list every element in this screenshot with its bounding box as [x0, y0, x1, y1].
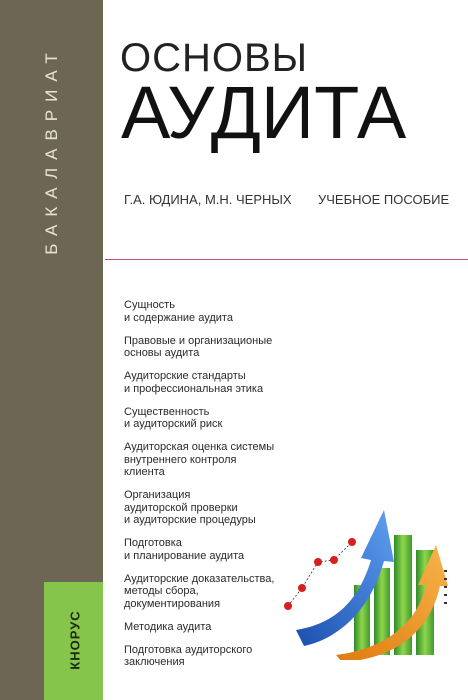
contents-item: Правовые и организационые основы аудита	[124, 334, 273, 359]
divider-rule	[105, 259, 468, 260]
title-line-2: АУДИТА	[121, 71, 407, 154]
dotted-line-chart	[284, 538, 356, 610]
contents-item: Аудиторская оценка системы внутреннего контроля клиента	[124, 441, 275, 478]
publisher-label: КНОРУС	[67, 610, 83, 670]
title-line-1: ОСНОВЫ	[120, 36, 309, 80]
contents-item: Существенность и аудиторский риск	[124, 405, 223, 430]
contents-item: Методика аудита	[124, 620, 212, 633]
subtitle: УЧЕБНОЕ ПОСОБИЕ	[318, 192, 450, 207]
series-label: БАКАЛАВРИАТ	[42, 45, 61, 255]
contents-item: Аудиторские доказательства, методы сбора, документирования	[124, 572, 275, 610]
contents-item: Аудиторские стандарты и профессиональная этика	[124, 370, 264, 395]
contents-item: Подготовка аудиторского заключения	[124, 643, 253, 668]
authors: Г.А. ЮДИНА, М.Н. ЧЕРНЫХ	[124, 192, 292, 207]
contents-item: Сущность и содержание аудита	[124, 299, 233, 324]
growth-chart-illustration	[276, 490, 466, 660]
contents-item: Подготовка и планирование аудита	[124, 537, 245, 562]
contents-item: Организация аудиторской проверки и аудиторские процедуры	[124, 489, 256, 526]
